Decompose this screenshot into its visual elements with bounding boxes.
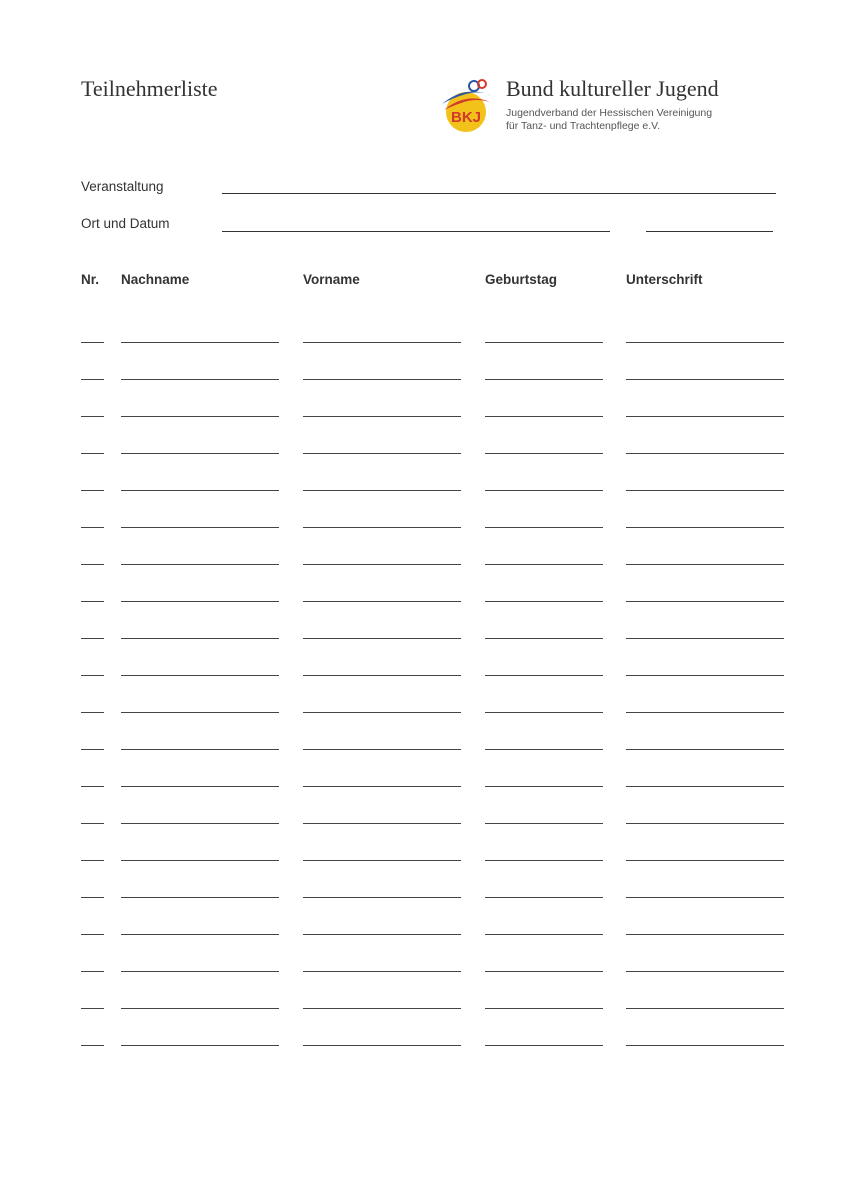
lastname-line[interactable]: [121, 453, 279, 454]
lastname-line[interactable]: [121, 379, 279, 380]
signature-line[interactable]: [626, 1008, 784, 1009]
firstname-line[interactable]: [303, 749, 461, 750]
birthday-line[interactable]: [485, 712, 603, 713]
lastname-line[interactable]: [121, 342, 279, 343]
birthday-line[interactable]: [485, 1008, 603, 1009]
nr-line[interactable]: [81, 490, 104, 491]
organization-subtitle: [506, 107, 712, 133]
column-header-nr: Nr.: [81, 272, 100, 287]
firstname-line[interactable]: [303, 490, 461, 491]
lastname-line[interactable]: [121, 527, 279, 528]
signature-line[interactable]: [626, 749, 784, 750]
organization-subtitle-line-2: für Tanz- und Trachtenpflege e.V.: [506, 120, 661, 132]
nr-line[interactable]: [81, 934, 104, 935]
signature-line[interactable]: [626, 564, 784, 565]
nr-line[interactable]: [81, 527, 104, 528]
nr-line[interactable]: [81, 712, 104, 713]
document-title: Teilnehmerliste: [81, 76, 218, 101]
signature-line[interactable]: [626, 453, 784, 454]
signature-line[interactable]: [626, 638, 784, 639]
signature-line[interactable]: [626, 934, 784, 935]
lastname-line[interactable]: [121, 601, 279, 602]
signature-line[interactable]: [626, 823, 784, 824]
firstname-line[interactable]: [303, 897, 461, 898]
birthday-line[interactable]: [485, 934, 603, 935]
birthday-line[interactable]: [485, 823, 603, 824]
column-header-firstname: Vorname: [303, 272, 360, 287]
nr-line[interactable]: [81, 638, 104, 639]
nr-line[interactable]: [81, 1045, 104, 1046]
firstname-line[interactable]: [303, 527, 461, 528]
nr-line[interactable]: [81, 564, 104, 565]
nr-line[interactable]: [81, 342, 104, 343]
firstname-line[interactable]: [303, 601, 461, 602]
event-label: Veranstaltung: [81, 179, 164, 194]
column-header-lastname: Nachname: [121, 272, 190, 287]
birthday-line[interactable]: [485, 749, 603, 750]
place-line[interactable]: [222, 231, 610, 232]
signature-line[interactable]: [626, 342, 784, 343]
firstname-line[interactable]: [303, 823, 461, 824]
lastname-line[interactable]: [121, 564, 279, 565]
birthday-line[interactable]: [485, 416, 603, 417]
lastname-line[interactable]: [121, 1008, 279, 1009]
firstname-line[interactable]: [303, 786, 461, 787]
signature-line[interactable]: [626, 860, 784, 861]
nr-line[interactable]: [81, 675, 104, 676]
birthday-line[interactable]: [485, 601, 603, 602]
firstname-line[interactable]: [303, 453, 461, 454]
firstname-line[interactable]: [303, 712, 461, 713]
nr-line[interactable]: [81, 379, 104, 380]
lastname-line[interactable]: [121, 712, 279, 713]
birthday-line[interactable]: [485, 1045, 603, 1046]
nr-line[interactable]: [81, 823, 104, 824]
bkj-logo-icon: [436, 76, 496, 136]
nr-line[interactable]: [81, 416, 104, 417]
lastname-line[interactable]: [121, 675, 279, 676]
signature-line[interactable]: [626, 897, 784, 898]
column-header-birthday: Geburtstag: [485, 272, 558, 287]
column-header-signature: Unterschrift: [626, 272, 703, 287]
nr-line[interactable]: [81, 749, 104, 750]
signature-line[interactable]: [626, 712, 784, 713]
birthday-line[interactable]: [485, 675, 603, 676]
firstname-line[interactable]: [303, 379, 461, 380]
firstname-line[interactable]: [303, 1008, 461, 1009]
signature-line[interactable]: [626, 675, 784, 676]
birthday-line[interactable]: [485, 786, 603, 787]
svg-text:BKJ: BKJ: [450, 109, 482, 126]
signature-line[interactable]: [626, 527, 784, 528]
nr-line[interactable]: [81, 897, 104, 898]
nr-line[interactable]: [81, 453, 104, 454]
date-line[interactable]: [646, 231, 773, 232]
signature-line[interactable]: [626, 379, 784, 380]
firstname-line[interactable]: [303, 971, 461, 972]
organization-subtitle-line-1: Jugendverband der Hessischen Vereinigung: [506, 107, 713, 119]
firstname-line[interactable]: [303, 638, 461, 639]
lastname-line[interactable]: [121, 638, 279, 639]
birthday-line[interactable]: [485, 342, 603, 343]
birthday-line[interactable]: [485, 564, 603, 565]
place-date-label: Ort und Datum: [81, 216, 170, 231]
birthday-line[interactable]: [485, 379, 603, 380]
firstname-line[interactable]: [303, 860, 461, 861]
firstname-line[interactable]: [303, 416, 461, 417]
birthday-line[interactable]: [485, 527, 603, 528]
firstname-line[interactable]: [303, 675, 461, 676]
lastname-line[interactable]: [121, 416, 279, 417]
nr-line[interactable]: [81, 786, 104, 787]
lastname-line[interactable]: [121, 786, 279, 787]
firstname-line[interactable]: [303, 934, 461, 935]
lastname-line[interactable]: [121, 934, 279, 935]
lastname-line[interactable]: [121, 860, 279, 861]
signature-line[interactable]: [626, 971, 784, 972]
firstname-line[interactable]: [303, 342, 461, 343]
organization-name: Bund kultureller Jugend: [506, 76, 719, 101]
signature-line[interactable]: [626, 601, 784, 602]
birthday-line[interactable]: [485, 490, 603, 491]
lastname-line[interactable]: [121, 749, 279, 750]
nr-line[interactable]: [81, 1008, 104, 1009]
firstname-line[interactable]: [303, 1045, 461, 1046]
firstname-line[interactable]: [303, 564, 461, 565]
signature-line[interactable]: [626, 786, 784, 787]
birthday-line[interactable]: [485, 453, 603, 454]
event-line[interactable]: [222, 193, 776, 194]
birthday-line[interactable]: [485, 638, 603, 639]
birthday-line[interactable]: [485, 971, 603, 972]
birthday-line[interactable]: [485, 897, 603, 898]
signature-line[interactable]: [626, 490, 784, 491]
signature-line[interactable]: [626, 416, 784, 417]
nr-line[interactable]: [81, 860, 104, 861]
lastname-line[interactable]: [121, 897, 279, 898]
lastname-line[interactable]: [121, 1045, 279, 1046]
nr-line[interactable]: [81, 601, 104, 602]
lastname-line[interactable]: [121, 971, 279, 972]
lastname-line[interactable]: [121, 823, 279, 824]
signature-line[interactable]: [626, 1045, 784, 1046]
lastname-line[interactable]: [121, 490, 279, 491]
birthday-line[interactable]: [485, 860, 603, 861]
nr-line[interactable]: [81, 971, 104, 972]
